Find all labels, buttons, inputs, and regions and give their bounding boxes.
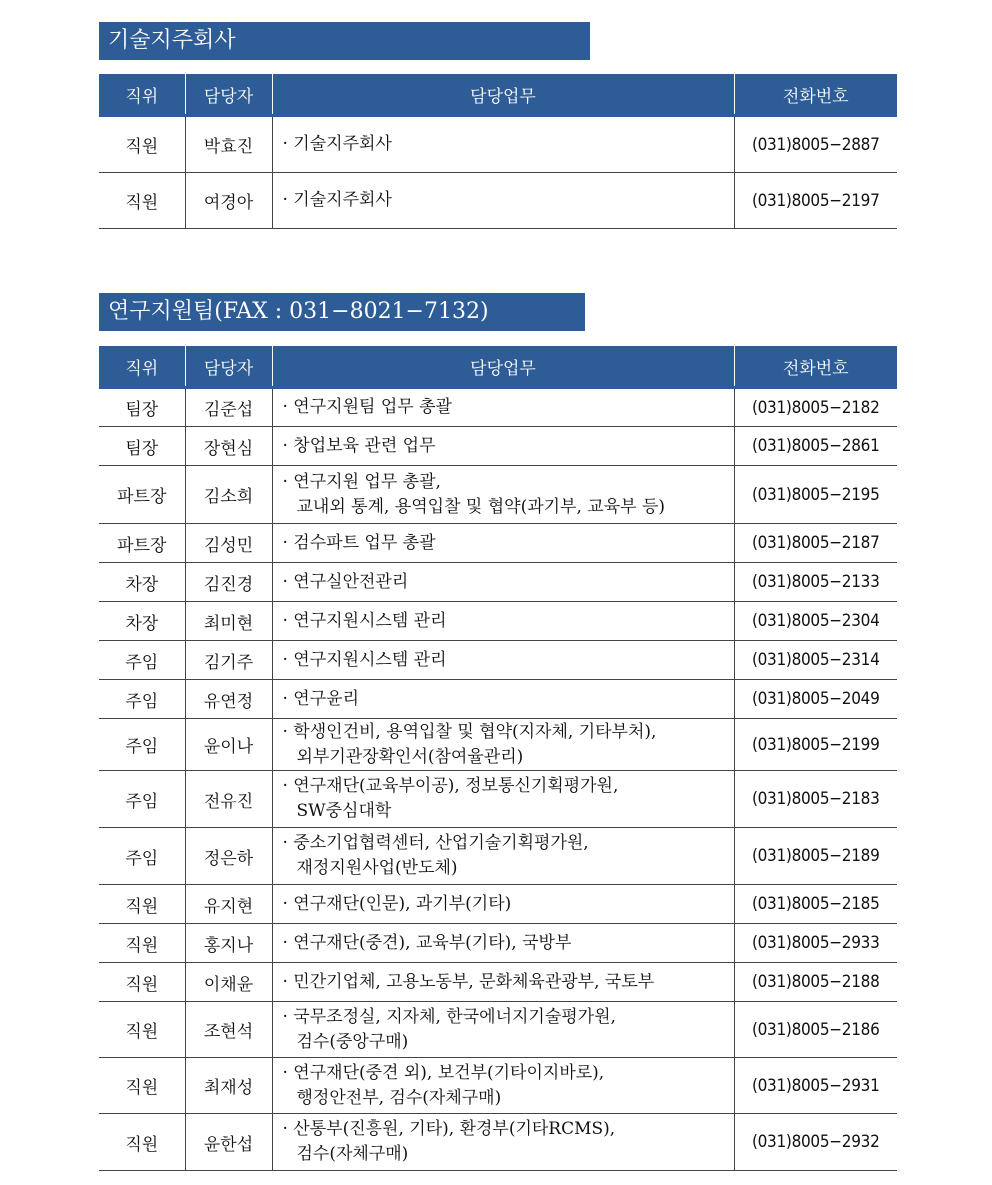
table-row [99,963,897,1002]
position-cell: 직원 [99,924,185,963]
name-cell: 정은하 [185,828,272,885]
position-cell: 직원 [99,1058,185,1114]
table-row [99,719,897,771]
duty-line: 검수(중앙구매) [296,1031,409,1052]
position-cell: 주임 [99,771,185,828]
duty-line: · 연구지원시스템 관리 [282,610,447,631]
position-cell: 주임 [99,680,185,719]
duty-cell [272,466,734,524]
position-cell: 직원 [99,173,185,229]
position-cell: 직원 [99,116,185,173]
phone-cell: (031)8005−2195 [734,466,897,524]
position-cell: 직원 [99,1114,185,1171]
table-row [99,924,897,963]
phone-cell: (031)8005−2133 [734,563,897,602]
table-row [99,466,897,524]
duty-line: · 중소기업협력센터, 산업기술기획평가원, [282,833,589,853]
header-duty: 담당업무 [272,74,734,116]
duty-cell [272,680,734,719]
phone-cell: (031)8005−2931 [734,1058,897,1114]
phone-cell: (031)8005−2197 [734,173,897,229]
duty-line: · 창업보육 관련 업무 [282,435,436,456]
position-cell: 차장 [99,563,185,602]
section-title-research-support: 연구지원팀(FAX : 031−8021−7132) [99,293,585,331]
table-row [99,173,897,229]
header-phone: 전화번호 [734,74,897,116]
phone-cell: (031)8005−2314 [734,641,897,680]
holding-company-rows [99,116,897,229]
position-cell: 팀장 [99,427,185,466]
phone-cell: (031)8005−2304 [734,602,897,641]
phone-cell: (031)8005−2933 [734,924,897,963]
phone-cell: (031)8005−2183 [734,771,897,828]
research-support-rows [99,388,897,1171]
phone-cell: (031)8005−2182 [734,388,897,427]
name-cell: 김진경 [185,563,272,602]
duty-cell [272,1114,734,1171]
duty-cell [272,563,734,602]
name-cell: 여경아 [185,173,272,229]
duty-line: · 연구윤리 [282,688,359,709]
table-row [99,116,897,173]
duty-line: · 연구재단(교육부이공), 정보통신기획평가원, [282,776,619,796]
name-cell: 최재성 [185,1058,272,1114]
phone-cell: (031)8005−2188 [734,963,897,1002]
name-cell: 김소희 [185,466,272,524]
duty-line: 행정안전부, 검수(자체구매) [296,1087,502,1108]
position-cell: 직원 [99,1002,185,1058]
name-cell: 장현심 [185,427,272,466]
duty-cell [272,524,734,563]
phone-cell: (031)8005−2186 [734,1002,897,1058]
duty-cell [272,719,734,771]
research-support-table [99,346,897,1171]
duty-line: · 연구실안전관리 [282,571,409,592]
phone-cell: (031)8005−2185 [734,885,897,924]
duty-cell [272,116,734,173]
duty-cell [272,388,734,427]
phone-cell: (031)8005−2932 [734,1114,897,1171]
header-name: 담당자 [185,74,272,116]
duty-line: SW중심대학 [296,801,392,821]
duty-cell [272,1058,734,1114]
name-cell: 홍지나 [185,924,272,963]
name-cell: 이채윤 [185,963,272,1002]
header-duty: 담당업무 [272,346,734,388]
table-row [99,680,897,719]
duty-cell [272,963,734,1002]
table-row [99,427,897,466]
phone-cell: (031)8005−2189 [734,828,897,885]
duty-line: · 연구지원시스템 관리 [282,649,447,670]
position-cell: 주임 [99,641,185,680]
duty-line: · 산통부(진흥원, 기타), 환경부(기타RCMS), [282,1119,616,1139]
duty-line: · 학생인건비, 용역입찰 및 협약(지자체, 기타부처), [282,721,657,742]
phone-cell: (031)8005−2861 [734,427,897,466]
position-cell: 팀장 [99,388,185,427]
duty-cell [272,1002,734,1058]
duty-line: · 연구재단(중견 외), 보건부(기타이지바로), [282,1062,605,1083]
table-row [99,1114,897,1171]
name-cell: 조현석 [185,1002,272,1058]
name-cell: 유지현 [185,885,272,924]
phone-cell: (031)8005−2887 [734,116,897,173]
duty-line: · 연구재단(인문), 과기부(기타) [282,893,512,914]
name-cell: 윤이나 [185,719,272,771]
duty-line: · 검수파트 업무 총괄 [282,532,436,553]
section-title-holding-company: 기술지주회사 [99,22,590,60]
table-row [99,885,897,924]
position-cell: 주임 [99,828,185,885]
phone-cell: (031)8005−2187 [734,524,897,563]
table-row [99,641,897,680]
duty-line: 교내외 통계, 용역입찰 및 협약(과기부, 교육부 등) [296,496,666,517]
name-cell: 윤한섭 [185,1114,272,1171]
table-header-row [99,346,897,388]
phone-cell: (031)8005−2049 [734,680,897,719]
duty-line: · 연구지원팀 업무 총괄 [282,397,452,417]
header-name: 담당자 [185,346,272,388]
name-cell: 김준섭 [185,388,272,427]
header-position: 직위 [99,346,185,388]
table-header-row [99,74,897,116]
table-row [99,1058,897,1114]
duty-cell [272,885,734,924]
name-cell: 유연정 [185,680,272,719]
holding-company-table [99,74,897,229]
duty-cell [272,641,734,680]
name-cell: 박효진 [185,116,272,173]
position-cell: 차장 [99,602,185,641]
name-cell: 최미현 [185,602,272,641]
table-row [99,563,897,602]
duty-cell [272,427,734,466]
duty-cell [272,602,734,641]
header-phone: 전화번호 [734,346,897,388]
name-cell: 김기주 [185,641,272,680]
position-cell: 직원 [99,885,185,924]
table-row [99,524,897,563]
position-cell: 파트장 [99,466,185,524]
position-cell: 파트장 [99,524,185,563]
table-row [99,771,897,828]
duty-line: · 연구지원 업무 총괄, [282,471,441,492]
duty-cell [272,173,734,229]
header-position: 직위 [99,74,185,116]
duty-line: · 기술지주회사 [282,190,392,210]
position-cell: 직원 [99,963,185,1002]
table-row [99,388,897,427]
table-row [99,602,897,641]
duty-line: 검수(자체구매) [296,1144,409,1164]
name-cell: 김성민 [185,524,272,563]
table-row [99,1002,897,1058]
duty-line: · 연구재단(중견), 교육부(기타), 국방부 [282,932,572,953]
duty-line: · 민간기업체, 고용노동부, 문화체육관광부, 국토부 [282,971,655,992]
duty-cell [272,924,734,963]
position-cell: 주임 [99,719,185,771]
duty-cell [272,828,734,885]
duty-line: · 국무조정실, 지자체, 한국에너지기술평가원, [282,1006,616,1027]
duty-line: · 기술지주회사 [282,134,392,154]
duty-line: 외부기관장확인서(참여율관리) [296,746,524,767]
duty-line: 재정지원사업(반도체) [296,858,458,878]
duty-cell [272,771,734,828]
name-cell: 전유진 [185,771,272,828]
phone-cell: (031)8005−2199 [734,719,897,771]
table-row [99,828,897,885]
